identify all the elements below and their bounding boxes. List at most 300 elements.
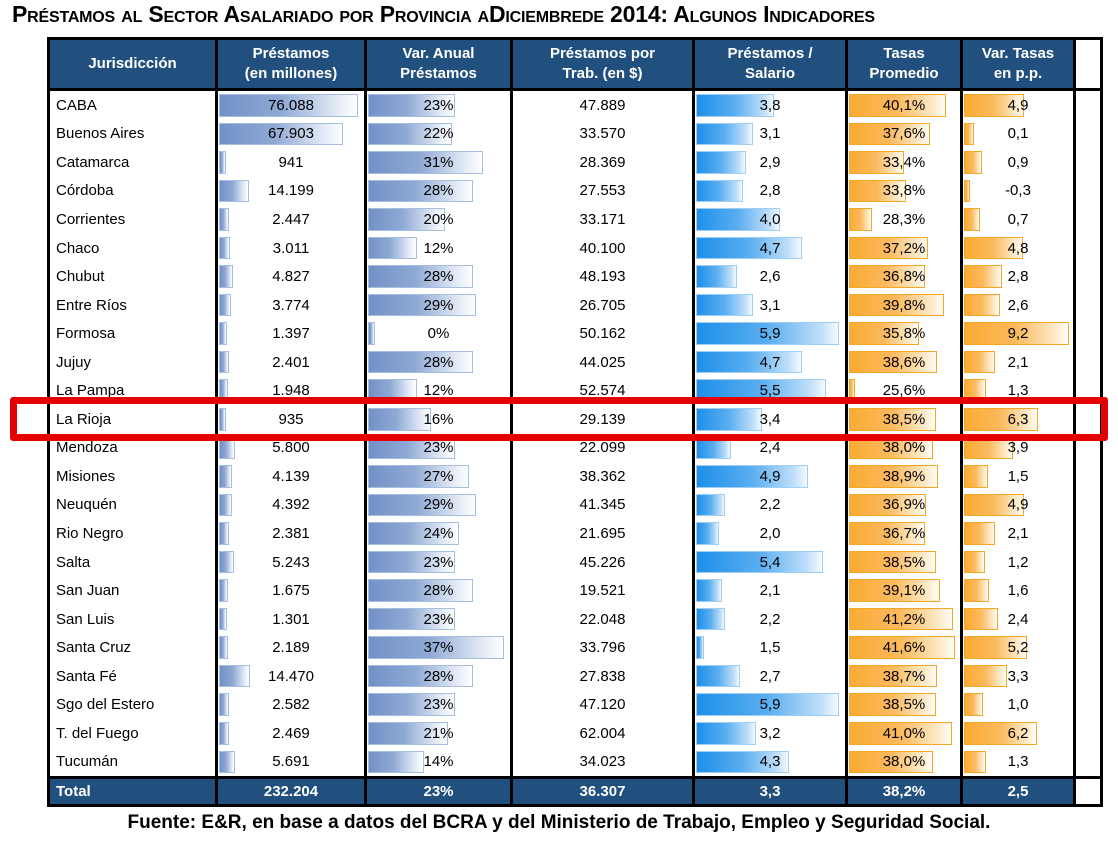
- table-row: [50, 376, 1100, 405]
- cell-value: 3,2: [759, 724, 781, 742]
- data-bar: [219, 408, 226, 431]
- cell-value: 2,8: [759, 182, 781, 200]
- cell-jurisdiccion: Jujuy: [50, 348, 218, 377]
- cell-value: 1.948: [272, 382, 310, 400]
- cell-var_anual_prestamos: [367, 291, 513, 320]
- table-row: [50, 434, 1100, 463]
- data-bar: [696, 636, 704, 659]
- cell-prestamos_millones: [218, 348, 367, 377]
- cell-var_tasas_pp: [963, 462, 1076, 491]
- cell-value: 36.307: [579, 783, 626, 800]
- cell-tasas_promedio: [848, 177, 963, 206]
- cell-value: 3,9: [1007, 439, 1029, 457]
- column-header-tasas_promedio: [848, 40, 963, 88]
- row-spacer: [1076, 148, 1100, 177]
- data-bar: [219, 494, 232, 517]
- cell-value: 1,0: [1007, 696, 1029, 714]
- data-bar: [849, 379, 855, 402]
- row-spacer: [1076, 120, 1100, 149]
- cell-prestamos_por_trab: [513, 291, 695, 320]
- cell-prestamos_salario: [695, 148, 848, 177]
- cell-value: 38,0%: [882, 439, 926, 457]
- cell-value: 33,8%: [882, 182, 926, 200]
- cell-value: 2,4: [759, 439, 781, 457]
- cell-value: 2.469: [272, 724, 310, 742]
- cell-value: 52.574: [579, 382, 626, 400]
- cell-value: 5.800: [272, 439, 310, 457]
- table-row: [50, 491, 1100, 520]
- cell-value: 0%: [427, 325, 450, 343]
- cell-value: 36,7%: [882, 524, 926, 542]
- cell-value: 34.023: [579, 753, 626, 771]
- cell-prestamos_millones: [218, 319, 367, 348]
- cell-value: 23%: [423, 553, 454, 571]
- data-bar: [219, 636, 228, 659]
- column-header-label: Tasas: [883, 45, 925, 62]
- row-spacer: [1076, 491, 1100, 520]
- cell-var_anual_prestamos: [367, 690, 513, 719]
- cell-jurisdiccion: Corrientes: [50, 205, 218, 234]
- data-bar: [849, 208, 872, 231]
- column-header-label: Var. Tasas: [981, 45, 1055, 62]
- cell-prestamos_millones: [218, 748, 367, 777]
- data-bar: [696, 123, 753, 146]
- cell-value: 5,4: [759, 553, 781, 571]
- cell-total-tasas_promedio: [848, 779, 963, 804]
- cell-value: 2,6: [759, 268, 781, 286]
- cell-value: 40.100: [579, 239, 626, 257]
- cell-value: 23%: [423, 96, 454, 114]
- cell-var_anual_prestamos: [367, 519, 513, 548]
- cell-value: 3,1: [759, 125, 781, 143]
- cell-prestamos_millones: [218, 605, 367, 634]
- cell-tasas_promedio: [848, 633, 963, 662]
- cell-value: 941: [278, 153, 304, 171]
- cell-value: 50.162: [579, 325, 626, 343]
- cell-jurisdiccion: Córdoba: [50, 177, 218, 206]
- cell-prestamos_salario: [695, 205, 848, 234]
- cell-prestamos_por_trab: [513, 576, 695, 605]
- cell-value: 5,5: [759, 382, 781, 400]
- cell-value: 5.691: [272, 753, 310, 771]
- cell-var_tasas_pp: [963, 234, 1076, 263]
- cell-value: 38.362: [579, 467, 626, 485]
- table-header-row: [50, 40, 1100, 91]
- cell-var_tasas_pp: [963, 491, 1076, 520]
- cell-var_tasas_pp: [963, 91, 1076, 120]
- cell-prestamos_por_trab: [513, 491, 695, 520]
- cell-prestamos_millones: [218, 376, 367, 405]
- cell-value: 37,6%: [882, 125, 926, 143]
- cell-value: 3,1: [759, 296, 781, 314]
- cell-value: 2.582: [272, 696, 310, 714]
- data-bar: [964, 751, 986, 774]
- cell-prestamos_millones: [218, 291, 367, 320]
- cell-prestamos_salario: [695, 319, 848, 348]
- data-bar: [964, 294, 1000, 317]
- cell-prestamos_por_trab: [513, 548, 695, 577]
- cell-value: 5.243: [272, 553, 310, 571]
- cell-jurisdiccion: Catamarca: [50, 148, 218, 177]
- cell-var_anual_prestamos: [367, 319, 513, 348]
- cell-prestamos_salario: [695, 348, 848, 377]
- cell-tasas_promedio: [848, 205, 963, 234]
- cell-value: 28%: [423, 182, 454, 200]
- cell-value: 47.120: [579, 696, 626, 714]
- cell-value: 4.827: [272, 268, 310, 286]
- column-header-label: Préstamos: [400, 65, 477, 82]
- cell-value: 9,2: [1007, 325, 1029, 343]
- cell-value: 2,2: [759, 610, 781, 628]
- cell-value: 232.204: [263, 783, 319, 800]
- cell-var_tasas_pp: [963, 605, 1076, 634]
- cell-value: 38,5%: [882, 553, 926, 571]
- data-bar: [964, 579, 989, 602]
- cell-jurisdiccion: Sgo del Estero: [50, 690, 218, 719]
- data-bar: [964, 693, 983, 716]
- cell-prestamos_millones: [218, 548, 367, 577]
- cell-jurisdiccion: Santa Fé: [50, 662, 218, 691]
- data-bar: [219, 751, 235, 774]
- column-header-label: Préstamos /: [727, 45, 813, 62]
- cell-var_anual_prestamos: [367, 376, 513, 405]
- cell-value: 935: [278, 410, 304, 428]
- cell-value: 1,5: [759, 639, 781, 657]
- cell-prestamos_por_trab: [513, 376, 695, 405]
- cell-prestamos_millones: [218, 633, 367, 662]
- data-bar: [964, 151, 982, 174]
- cell-value: 28.369: [579, 153, 626, 171]
- cell-value: 2,8: [1007, 268, 1029, 286]
- data-bar: [696, 294, 753, 317]
- cell-value: 27.838: [579, 667, 626, 685]
- header-spacer: [1076, 40, 1100, 88]
- page-title: Préstamos al Sector Asalariado por Provincia aDiciembrede 2014: Algunos Indicadores: [12, 1, 875, 27]
- data-bar: [696, 494, 725, 517]
- cell-jurisdiccion: Formosa: [50, 319, 218, 348]
- cell-value: 2,9: [759, 153, 781, 171]
- cell-value: 31%: [423, 153, 454, 171]
- cell-tasas_promedio: [848, 234, 963, 263]
- column-header-prestamos_salario: [695, 40, 848, 88]
- cell-jurisdiccion: Neuquén: [50, 491, 218, 520]
- cell-prestamos_por_trab: [513, 319, 695, 348]
- cell-prestamos_millones: [218, 462, 367, 491]
- cell-jurisdiccion: Mendoza: [50, 434, 218, 463]
- cell-prestamos_salario: [695, 633, 848, 662]
- data-bar: [368, 237, 417, 260]
- cell-tasas_promedio: [848, 491, 963, 520]
- cell-prestamos_millones: [218, 148, 367, 177]
- cell-value: 41,6%: [882, 639, 926, 657]
- cell-total-prestamos_millones: [218, 779, 367, 804]
- cell-tasas_promedio: [848, 434, 963, 463]
- column-header-prestamos_millones: [218, 40, 367, 88]
- cell-tasas_promedio: [848, 91, 963, 120]
- cell-var_tasas_pp: [963, 405, 1076, 434]
- data-bar: [368, 465, 469, 488]
- cell-value: 14%: [423, 753, 454, 771]
- table-row: [50, 148, 1100, 177]
- cell-var_tasas_pp: [963, 319, 1076, 348]
- cell-value: 5,9: [759, 696, 781, 714]
- cell-tasas_promedio: [848, 690, 963, 719]
- cell-tasas_promedio: [848, 519, 963, 548]
- cell-tasas_promedio: [848, 662, 963, 691]
- cell-var_tasas_pp: [963, 576, 1076, 605]
- cell-value: 6,3: [1007, 410, 1029, 428]
- cell-value: 23%: [423, 783, 454, 800]
- column-header-label: (en millones): [244, 65, 338, 82]
- cell-jurisdiccion: San Luis: [50, 605, 218, 634]
- cell-value: 24%: [423, 524, 454, 542]
- cell-value: 14.470: [268, 667, 314, 685]
- data-bar: [219, 665, 250, 688]
- cell-prestamos_millones: [218, 91, 367, 120]
- cell-value: 4,3: [759, 753, 781, 771]
- data-bar: [964, 608, 998, 631]
- row-spacer: [1076, 91, 1100, 120]
- cell-var_tasas_pp: [963, 633, 1076, 662]
- cell-var_anual_prestamos: [367, 205, 513, 234]
- cell-value: 1,5: [1007, 467, 1029, 485]
- cell-tasas_promedio: [848, 319, 963, 348]
- row-spacer: [1076, 690, 1100, 719]
- column-header-var_tasas_pp: [963, 40, 1076, 88]
- cell-value: 21.695: [579, 524, 626, 542]
- data-bar: [696, 151, 746, 174]
- cell-value: 14.199: [268, 182, 314, 200]
- cell-value: 22.099: [579, 439, 626, 457]
- data-bar: [696, 722, 756, 745]
- cell-prestamos_salario: [695, 234, 848, 263]
- cell-prestamos_por_trab: [513, 405, 695, 434]
- cell-prestamos_millones: [218, 234, 367, 263]
- cell-value: 1.675: [272, 582, 310, 600]
- data-bar: [964, 265, 1002, 288]
- row-spacer: [1076, 177, 1100, 206]
- cell-prestamos_por_trab: [513, 605, 695, 634]
- cell-jurisdiccion: La Pampa: [50, 376, 218, 405]
- cell-var_tasas_pp: [963, 262, 1076, 291]
- cell-prestamos_millones: [218, 405, 367, 434]
- row-spacer: [1076, 462, 1100, 491]
- cell-var_anual_prestamos: [367, 234, 513, 263]
- cell-prestamos_por_trab: [513, 234, 695, 263]
- table-row: [50, 177, 1100, 206]
- cell-value: 38,0%: [882, 753, 926, 771]
- data-bar: [696, 437, 731, 460]
- cell-tasas_promedio: [848, 576, 963, 605]
- data-bar: [696, 351, 802, 374]
- cell-value: 2,0: [759, 524, 781, 542]
- cell-jurisdiccion: Rio Negro: [50, 519, 218, 548]
- table-row: [50, 234, 1100, 263]
- column-header-prestamos_por_trab: [513, 40, 695, 88]
- cell-value: 36,9%: [882, 496, 926, 514]
- data-bar: [219, 522, 229, 545]
- row-spacer: [1076, 319, 1100, 348]
- cell-var_anual_prestamos: [367, 662, 513, 691]
- cell-prestamos_salario: [695, 376, 848, 405]
- cell-value: 44.025: [579, 353, 626, 371]
- cell-value: 3.011: [272, 239, 310, 257]
- table-row: [50, 405, 1100, 434]
- cell-prestamos_millones: [218, 576, 367, 605]
- data-bar: [368, 379, 417, 402]
- data-bar: [368, 751, 424, 774]
- cell-prestamos_millones: [218, 491, 367, 520]
- cell-var_anual_prestamos: [367, 462, 513, 491]
- cell-jurisdiccion: Tucumán: [50, 748, 218, 777]
- cell-value: 2,1: [1007, 524, 1029, 542]
- cell-prestamos_millones: [218, 662, 367, 691]
- cell-value: 2.189: [272, 639, 310, 657]
- cell-prestamos_por_trab: [513, 348, 695, 377]
- cell-value: 2,1: [759, 582, 781, 600]
- cell-value: 2.381: [272, 524, 310, 542]
- data-bar: [964, 208, 980, 231]
- data-bar: [696, 665, 740, 688]
- data-bar: [368, 665, 473, 688]
- cell-prestamos_salario: [695, 291, 848, 320]
- cell-var_tasas_pp: [963, 177, 1076, 206]
- data-bar: [368, 494, 476, 517]
- cell-prestamos_salario: [695, 748, 848, 777]
- table-total-row: [50, 776, 1100, 804]
- cell-value: 4,7: [759, 353, 781, 371]
- row-spacer: [1076, 748, 1100, 777]
- table-row: [50, 605, 1100, 634]
- cell-value: -0,3: [1005, 182, 1031, 200]
- table-row: [50, 462, 1100, 491]
- table-row: [50, 291, 1100, 320]
- cell-var_anual_prestamos: [367, 148, 513, 177]
- data-bar: [219, 437, 235, 460]
- cell-var_tasas_pp: [963, 205, 1076, 234]
- row-spacer: [1076, 576, 1100, 605]
- data-bar: [219, 351, 229, 374]
- column-header-label: Salario: [744, 65, 796, 82]
- cell-value: 1.301: [272, 610, 310, 628]
- data-bar: [696, 465, 808, 488]
- cell-value: 2,4: [1007, 610, 1029, 628]
- data-bar: [368, 294, 476, 317]
- table-row: [50, 748, 1100, 777]
- cell-var_tasas_pp: [963, 434, 1076, 463]
- cell-prestamos_salario: [695, 662, 848, 691]
- cell-value: 38,5%: [882, 696, 926, 714]
- cell-prestamos_por_trab: [513, 205, 695, 234]
- cell-prestamos_salario: [695, 262, 848, 291]
- data-bar: [696, 579, 722, 602]
- row-spacer: [1076, 405, 1100, 434]
- cell-var_tasas_pp: [963, 548, 1076, 577]
- cell-value: 4,0: [759, 210, 781, 228]
- cell-prestamos_salario: [695, 690, 848, 719]
- cell-prestamos_millones: [218, 519, 367, 548]
- cell-jurisdiccion: T. del Fuego: [50, 719, 218, 748]
- cell-value: 38,2%: [882, 783, 926, 800]
- data-bar: [219, 465, 232, 488]
- cell-tasas_promedio: [848, 120, 963, 149]
- cell-var_tasas_pp: [963, 662, 1076, 691]
- cell-value: 48.193: [579, 268, 626, 286]
- data-bar: [368, 322, 375, 345]
- cell-jurisdiccion: Entre Ríos: [50, 291, 218, 320]
- cell-value: 23%: [423, 610, 454, 628]
- cell-var_anual_prestamos: [367, 633, 513, 662]
- cell-prestamos_salario: [695, 91, 848, 120]
- cell-prestamos_por_trab: [513, 462, 695, 491]
- cell-prestamos_por_trab: [513, 719, 695, 748]
- cell-prestamos_salario: [695, 405, 848, 434]
- cell-prestamos_por_trab: [513, 633, 695, 662]
- cell-var_tasas_pp: [963, 748, 1076, 777]
- cell-value: 41,0%: [882, 724, 926, 742]
- cell-var_tasas_pp: [963, 690, 1076, 719]
- column-header-label: Promedio: [869, 65, 939, 82]
- cell-total-var_anual_prestamos: [367, 779, 513, 804]
- cell-prestamos_por_trab: [513, 262, 695, 291]
- data-bar: [964, 551, 985, 574]
- data-bar: [964, 437, 1013, 460]
- table-row: [50, 91, 1100, 120]
- table-row: [50, 319, 1100, 348]
- cell-value: 0,1: [1007, 125, 1029, 143]
- cell-value: 20%: [423, 210, 454, 228]
- cell-prestamos_millones: [218, 262, 367, 291]
- cell-value: 41.345: [579, 496, 626, 514]
- cell-value: 38,9%: [882, 467, 926, 485]
- cell-value: 1,3: [1007, 753, 1029, 771]
- data-bar: [219, 151, 226, 174]
- cell-prestamos_por_trab: [513, 662, 695, 691]
- cell-value: 39,8%: [882, 296, 926, 314]
- cell-value: 38,7%: [882, 667, 926, 685]
- cell-total-prestamos_salario: [695, 779, 848, 804]
- cell-value: 1,6: [1007, 582, 1029, 600]
- cell-value: 33,4%: [882, 153, 926, 171]
- cell-tasas_promedio: [848, 548, 963, 577]
- cell-value: 12%: [423, 239, 454, 257]
- cell-value: 45.226: [579, 553, 626, 571]
- table-row: [50, 719, 1100, 748]
- cell-prestamos_salario: [695, 462, 848, 491]
- data-bar: [964, 180, 970, 203]
- row-spacer: [1076, 633, 1100, 662]
- cell-value: 35,8%: [882, 325, 926, 343]
- cell-total-label: Total: [50, 779, 218, 804]
- table-body: [50, 91, 1100, 776]
- column-header-label: en p.p.: [993, 65, 1043, 82]
- cell-value: 36,8%: [882, 268, 926, 286]
- cell-prestamos_millones: [218, 205, 367, 234]
- cell-jurisdiccion: Misiones: [50, 462, 218, 491]
- data-bar: [964, 665, 1007, 688]
- cell-value: 29%: [423, 496, 454, 514]
- cell-var_anual_prestamos: [367, 120, 513, 149]
- column-header-label: Jurisdicción: [88, 55, 177, 72]
- row-spacer: [1076, 605, 1100, 634]
- table-row: [50, 120, 1100, 149]
- cell-jurisdiccion: Buenos Aires: [50, 120, 218, 149]
- data-bar: [696, 237, 802, 260]
- cell-var_anual_prestamos: [367, 91, 513, 120]
- data-bar: [368, 351, 473, 374]
- row-spacer: [1076, 348, 1100, 377]
- cell-jurisdiccion: CABA: [50, 91, 218, 120]
